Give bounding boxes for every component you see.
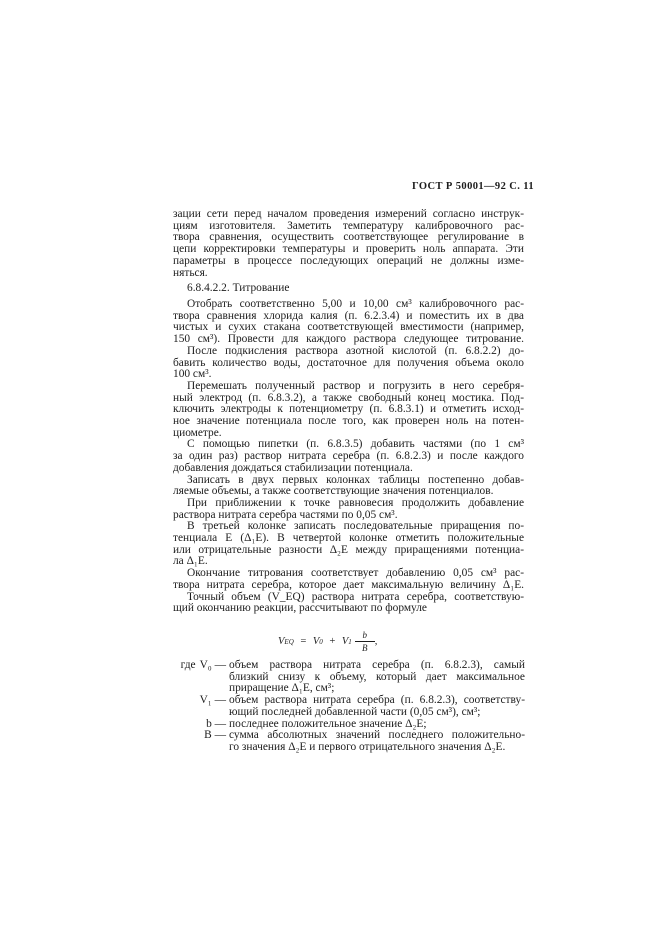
text-line: или отрицательные разности Δ₂E между приращениями потенциа- bbox=[173, 543, 524, 556]
formula-lhs-sub: EQ bbox=[284, 637, 294, 646]
text-line: В третьей колонке записать последовательные приращения по- bbox=[187, 520, 524, 533]
text-line: тенциала E (Δ₁E). В четвертой колонке отметить положительные bbox=[173, 532, 524, 545]
definition-text bbox=[229, 730, 525, 753]
text-line: циометре. bbox=[173, 426, 222, 439]
fraction-bar bbox=[355, 641, 375, 642]
text-line: 100 см³. bbox=[173, 368, 212, 381]
paragraph-continuation bbox=[173, 209, 524, 279]
definition-line: приращение Δ₁E, см³; bbox=[229, 682, 335, 695]
definitions-intro: где bbox=[180, 659, 196, 671]
text-line: няться. bbox=[173, 266, 208, 279]
definition-symbol bbox=[173, 730, 229, 753]
formula-fraction bbox=[355, 630, 375, 653]
definition-line: объем раствора нитрата серебра (п. 6.8.2.3), самый bbox=[229, 659, 525, 671]
definition-line: объем раствора нитрата серебра (п. 6.8.2.3), соответству- bbox=[229, 694, 525, 707]
text-line: ляемые объемы, а также соответствующие значения потенциалов. bbox=[173, 485, 494, 498]
text-line: После подкисления раствора азотной кислотой (п. 6.8.2.2) до- bbox=[187, 344, 524, 357]
formula-v0: V bbox=[312, 636, 320, 647]
text-line: за один раз) раствор нитрата серебра (п. 6.8.2.3) и после каждого bbox=[173, 450, 524, 463]
fraction-denominator: B bbox=[362, 643, 368, 653]
text-line: твора сравнения хлорида калия (п. 6.2.3.4) и поместить их в два bbox=[173, 309, 524, 322]
text-line: Перемешать полученный раствор и погрузить в него серебря- bbox=[187, 379, 524, 392]
formula-v0-sub: 0 bbox=[319, 637, 323, 646]
definition-symbol-text: V₁ — bbox=[199, 694, 226, 707]
fraction-numerator: b bbox=[362, 630, 368, 640]
formula bbox=[278, 630, 377, 653]
text-line: добавления дождаться стабилизации потенциала. bbox=[173, 461, 413, 474]
definition-symbol-text: b — bbox=[206, 717, 226, 730]
text-line: ное значение потенциала после того, как проверен ноль на потен- bbox=[173, 415, 524, 428]
text-line: твора сравнения, осуществить соответствующее регулирование в bbox=[173, 231, 524, 244]
definition-symbol bbox=[173, 695, 229, 718]
definition-item bbox=[173, 660, 525, 695]
definition-line: сумма абсолютных значений последнего положительно- bbox=[229, 729, 525, 742]
formula-v1-sub: 1 bbox=[348, 637, 352, 646]
definition-text bbox=[229, 695, 525, 718]
text-line: цепи корректировки температуры и проверить ноль аппарата. Эти bbox=[173, 243, 524, 256]
definition-item bbox=[173, 730, 525, 753]
formula-lhs: V bbox=[278, 636, 285, 647]
text-line: раствора нитрата серебра частями по 0,05 см³. bbox=[173, 508, 398, 521]
text-line: С помощью пипетки (п. 6.8.3.5) добавить частями (по 1 см³ bbox=[187, 438, 524, 451]
text-line: ный электрод (п. 6.8.3.2), а также свободный конец мостика. Под- bbox=[173, 391, 524, 404]
text-line: При приближении к точке равновесия продолжить добавление bbox=[187, 496, 524, 509]
definition-line: близкий снизу к объему, который дает максимальное bbox=[229, 670, 525, 683]
section-heading: 6.8.4.2.2. Титрование bbox=[187, 282, 290, 294]
text-line: чистых и сухих стакана соответствующей вместимости (например, bbox=[173, 321, 524, 334]
text-line: Отобрать соответственно 5,00 и 10,00 см³ калибровочного рас- bbox=[187, 298, 524, 310]
text-line: циям изготовителя. Заметить температуру калибровочного рас- bbox=[173, 219, 524, 232]
definition-symbol-text: B — bbox=[204, 729, 226, 742]
definition-text bbox=[229, 660, 525, 695]
formula-v1: V bbox=[341, 636, 349, 647]
formula-plus: + bbox=[328, 636, 336, 647]
formula-comma: , bbox=[374, 636, 378, 647]
text-line: ла Δ₁E. bbox=[173, 555, 208, 568]
formula-eq: = bbox=[299, 636, 307, 647]
definition-line: го значения Δ₂E и первого отрицательного значения Δ₂E. bbox=[229, 740, 506, 753]
text-line: Точный объем (V_EQ) раствора нитрата серебра, соответствую- bbox=[187, 590, 524, 603]
page-header: ГОСТ Р 50001—92 С. 11 bbox=[412, 181, 534, 192]
body-text bbox=[173, 299, 524, 615]
text-line: параметры в процессе последующих операций не должны изме- bbox=[173, 254, 524, 267]
text-line: Окончание титрования соответствует добавлению 0,05 см³ рас- bbox=[187, 567, 524, 580]
text-line: щий окончанию реакции, рассчитывают по формуле bbox=[173, 602, 427, 615]
definition-symbol-text: V₀ — bbox=[199, 659, 226, 671]
definition-symbol bbox=[173, 660, 229, 695]
definition-item bbox=[173, 695, 525, 718]
text-line: твора нитрата серебра, которое дает максимальную величину Δ₁E. bbox=[173, 578, 524, 591]
text-line: ключить электроды к потенциометру (п. 6.8.3.1) и отметить исход- bbox=[173, 403, 524, 416]
definition-line: ющий последней добавленной части (0,05 см³), см³; bbox=[229, 705, 481, 718]
definition-line: последнее положительное значение Δ₂E; bbox=[229, 717, 427, 730]
text-line: бавить количество воды, достаточное для получения объема около bbox=[173, 356, 524, 369]
text-line: зации сети перед началом проведения измерений согласно инструк- bbox=[173, 208, 524, 220]
definitions-list bbox=[173, 660, 525, 754]
text-line: 150 см³). Провести для каждого раствора следующее титрование. bbox=[173, 333, 524, 346]
text-line: Записать в двух первых колонках таблицы постепенно добав- bbox=[187, 473, 524, 486]
